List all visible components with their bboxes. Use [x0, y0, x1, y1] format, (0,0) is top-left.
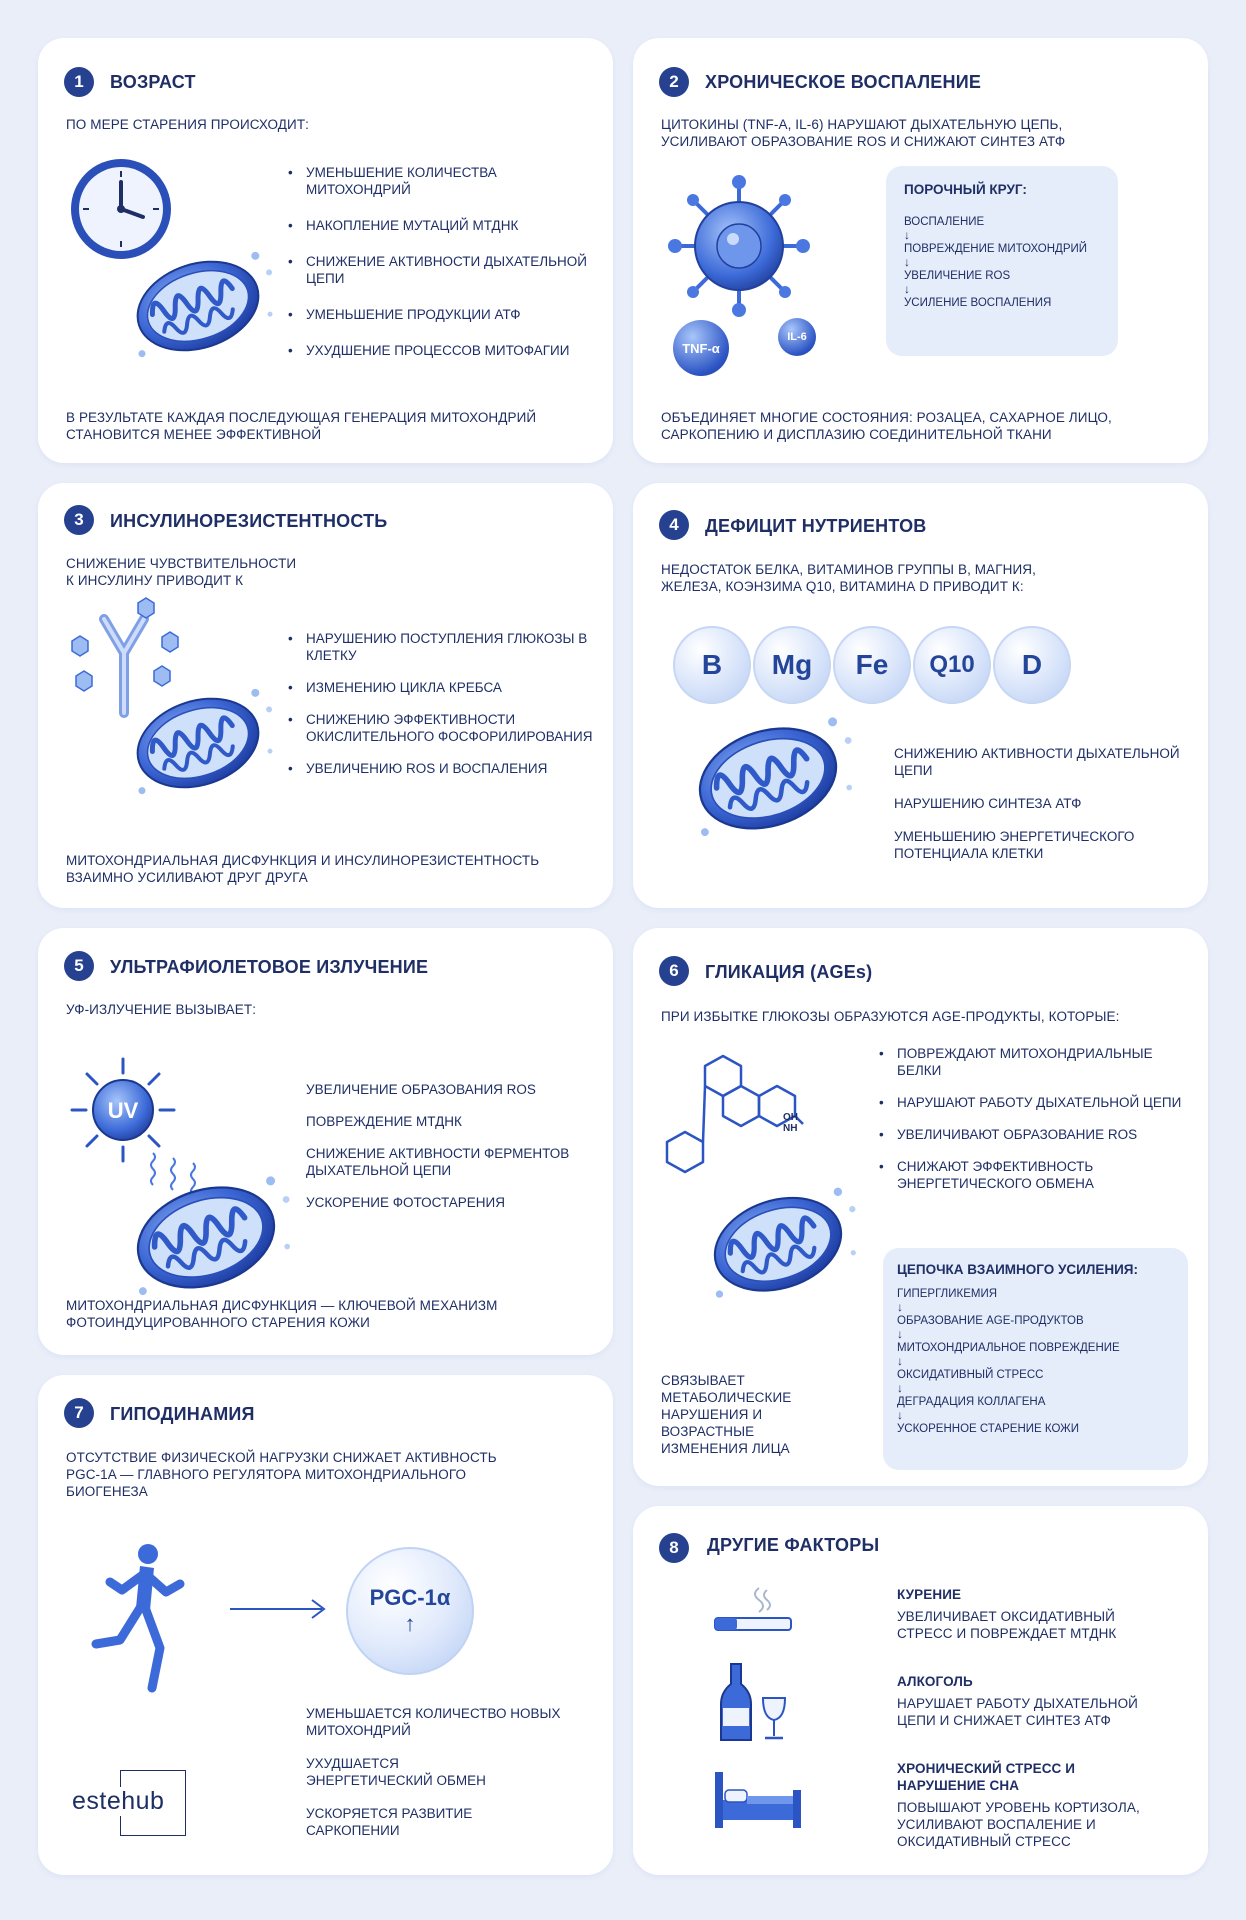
card-title: ДЕФИЦИТ НУТРИЕНТОВ — [705, 516, 927, 536]
factor-name: КУРЕНИЕ — [897, 1587, 962, 1602]
list-item: • СНИЖЕНИЮ ЭФФЕКТИВНОСТИ ОКИСЛИТЕЛЬНОГО ФОСФОРИЛИРОВАНИЯ — [306, 711, 596, 745]
list-item: • НАРУШЕНИЮ ПОСТУПЛЕНИЯ ГЛЮКОЗЫ В КЛЕТКУ — [306, 630, 596, 664]
card-number: 6 — [659, 956, 689, 986]
list-item: УМЕНЬШАЕТСЯ КОЛИЧЕСТВО НОВЫХ МИТОХОНДРИЙ — [306, 1706, 561, 1738]
mitochondrion-icon — [703, 1192, 853, 1307]
card-outro: СВЯЗЫВАЕТ МЕТАБОЛИЧЕСКИЕ НАРУШЕНИЯ И ВОЗРАСТНЫЕ ИЗМЕНЕНИЯ ЛИЦА — [661, 1373, 792, 1456]
list-item: • НАКОПЛЕНИЕ МУТАЦИЙ МТДНК — [306, 217, 596, 234]
chain-step: ДЕГРАДАЦИЯ КОЛЛАГЕНА — [897, 1396, 1046, 1408]
list-item: СНИЖЕНИЕ АКТИВНОСТИ ФЕРМЕНТОВ ДЫХАТЕЛЬНОЙ ЦЕПИ — [306, 1146, 570, 1178]
list-item: • ПОВРЕЖДАЮТ МИТОХОНДРИАЛЬНЫЕ БЕЛКИ — [897, 1045, 1187, 1079]
card-other-factors — [633, 1506, 1208, 1875]
tnf-alpha-label: TNF-α — [682, 340, 720, 356]
chain-step: ГИПЕРГЛИКЕМИЯ — [897, 1288, 998, 1300]
card-outro: МИТОХОНДРИАЛЬНАЯ ДИСФУНКЦИЯ И ИНСУЛИНОРЕЗИСТЕНТНОСТЬ ВЗАИМНО УСИЛИВАЮТ ДРУГ ДРУГА — [66, 853, 540, 885]
molecule-label: OH NH — [783, 1112, 798, 1134]
card-title: ГИПОДИНАМИЯ — [110, 1404, 255, 1424]
uv-list — [306, 1081, 596, 1211]
card-outro: ОБЪЕДИНЯЕТ МНОГИЕ СОСТОЯНИЯ: РОЗАЦЕА, САХАРНОЕ ЛИЦО, САРКОПЕНИЮ И ДИСПЛАЗИЮ СОЕДИНИТЕЛЬНОЙ ТКАНИ — [661, 410, 1112, 442]
factor-desc: УВЕЛИЧИВАЕТ ОКСИДАТИВНЫЙ СТРЕСС И ПОВРЕЖДАЕТ МТДНК — [897, 1609, 1117, 1641]
card-number: 4 — [659, 510, 689, 540]
down-arrow-icon: ↓ — [897, 1354, 903, 1368]
card-title: ХРОНИЧЕСКОЕ ВОСПАЛЕНИЕ — [705, 72, 982, 92]
list-item: • УМЕНЬШЕНИЕ КОЛИЧЕСТВА МИТОХОНДРИЙ — [306, 164, 596, 198]
amplification-chain-panel — [883, 1248, 1188, 1470]
down-arrow-icon: ↓ — [904, 255, 910, 269]
chain-step: ОБРАЗОВАНИЕ AGE-ПРОДУКТОВ — [897, 1315, 1084, 1327]
insulin-list — [306, 630, 596, 777]
card-intro: ПО МЕРЕ СТАРЕНИЯ ПРОИСХОДИТ: — [66, 117, 310, 132]
nutrient-chip-d: D — [993, 626, 1071, 704]
list-item: • УМЕНЬШЕНИЕ ПРОДУКЦИИ АТФ — [306, 306, 596, 323]
factor-desc: ПОВЫШАЮТ УРОВЕНЬ КОРТИЗОЛА, УСИЛИВАЮТ ВОСПАЛЕНИЕ И ОКСИДАТИВНЫЙ СТРЕСС — [897, 1800, 1140, 1849]
pgc1a-bubble — [346, 1547, 474, 1675]
chain-step: МИТОХОНДРИАЛЬНОЕ ПОВРЕЖДЕНИЕ — [897, 1342, 1120, 1354]
list-item: УСКОРЕНИЕ ФОТОСТАРЕНИЯ — [306, 1195, 505, 1210]
down-arrow-icon: ↓ — [897, 1327, 903, 1341]
card-glycation — [633, 928, 1208, 1486]
list-item: • ИЗМЕНЕНИЮ ЦИКЛА КРЕБСА — [306, 679, 596, 696]
card-number: 7 — [64, 1398, 94, 1428]
card-inflammation — [633, 38, 1208, 463]
card-insulin — [38, 483, 613, 908]
mitochondrion-icon — [126, 1180, 286, 1300]
list-item: • УВЕЛИЧЕНИЮ ROS И ВОСПАЛЕНИЯ — [306, 760, 596, 777]
down-arrow-icon: ↓ — [904, 228, 910, 242]
mitochondrion-icon — [688, 721, 848, 841]
card-number: 1 — [64, 67, 94, 97]
chain-step: ОКСИДАТИВНЫЙ СТРЕСС — [897, 1369, 1044, 1381]
estehub-logo: estehub — [72, 1787, 165, 1815]
tnf-alpha-icon — [673, 320, 729, 376]
nutrient-chip-fe: Fe — [833, 626, 911, 704]
list-item: НАРУШЕНИЮ СИНТЕЗА АТФ — [894, 796, 1082, 811]
card-title: ДРУГИЕ ФАКТОРЫ — [707, 1535, 880, 1555]
mitochondrion-icon — [128, 693, 268, 803]
down-arrow-icon: ↓ — [897, 1408, 903, 1422]
list-item: ПОВРЕЖДЕНИЕ МТДНК — [306, 1114, 462, 1129]
nutrients-list — [894, 745, 1184, 862]
right-arrow-icon — [228, 1597, 328, 1621]
list-item: • СНИЖЕНИЕ АКТИВНОСТИ ДЫХАТЕЛЬНОЙ ЦЕПИ — [306, 253, 596, 287]
card-intro: ПРИ ИЗБЫТКЕ ГЛЮКОЗЫ ОБРАЗУЮТСЯ AGE-ПРОДУКТЫ, КОТОРЫЕ: — [661, 1009, 1120, 1024]
glycation-list — [897, 1045, 1187, 1192]
list-item: • СНИЖАЮТ ЭФФЕКТИВНОСТЬ ЭНЕРГЕТИЧЕСКОГО ОБМЕНА — [897, 1158, 1187, 1192]
age-list — [306, 164, 596, 359]
list-item: УХУДШАЕТСЯ ЭНЕРГЕТИЧЕСКИЙ ОБМЕН — [306, 1756, 486, 1788]
panel-title: ПОРОЧНЫЙ КРУГ: — [904, 182, 1027, 197]
card-number: 8 — [659, 1533, 689, 1563]
down-arrow-icon: ↓ — [904, 282, 910, 296]
vicious-circle-panel — [886, 166, 1118, 356]
cigarette-icon — [713, 1586, 793, 1636]
list-item: УСКОРЯЕТСЯ РАЗВИТИЕ САРКОПЕНИИ — [306, 1806, 473, 1838]
factor-desc: НАРУШАЕТ РАБОТУ ДЫХАТЕЛЬНОЙ ЦЕПИ И СНИЖАЕТ СИНТЕЗ АТФ — [897, 1696, 1138, 1728]
cycle-step: УСИЛЕНИЕ ВОСПАЛЕНИЯ — [904, 297, 1052, 309]
clock-icon — [66, 154, 176, 264]
card-title: УЛЬТРАФИОЛЕТОВОЕ ИЗЛУЧЕНИЕ — [110, 957, 429, 977]
card-intro: ЦИТОКИНЫ (TNF-A, IL-6) НАРУШАЮТ ДЫХАТЕЛЬНУЮ ЦЕПЬ, УСИЛИВАЮТ ОБРАЗОВАНИЕ ROS И СНИЖАЮТ СИНТЕЗ АТФ — [661, 117, 1066, 149]
card-number: 5 — [64, 951, 94, 981]
factor-name: АЛКОГОЛЬ — [897, 1674, 973, 1689]
list-item: • НАРУШАЮТ РАБОТУ ДЫХАТЕЛЬНОЙ ЦЕПИ — [897, 1094, 1187, 1111]
card-title: ГЛИКАЦИЯ (AGEs) — [705, 962, 873, 982]
molecule-icon — [663, 1046, 813, 1176]
card-intro: СНИЖЕНИЕ ЧУВСТВИТЕЛЬНОСТИ К ИНСУЛИНУ ПРИВОДИТ К — [66, 556, 297, 588]
list-item: СНИЖЕНИЮ АКТИВНОСТИ ДЫХАТЕЛЬНОЙ ЦЕПИ — [894, 746, 1180, 778]
card-nutrients — [633, 483, 1208, 908]
list-item: УМЕНЬШЕНИЮ ЭНЕРГЕТИЧЕСКОГО ПОТЕНЦИАЛА КЛЕТКИ — [894, 829, 1135, 861]
chain-step: УСКОРЕННОЕ СТАРЕНИЕ КОЖИ — [897, 1423, 1080, 1435]
pgc1a-label: PGC-1α — [369, 1585, 451, 1610]
list-item: • УХУДШЕНИЕ ПРОЦЕССОВ МИТОФАГИИ — [306, 342, 596, 359]
card-number: 2 — [659, 67, 689, 97]
up-arrow-icon: ↑ — [404, 1611, 416, 1636]
card-number: 3 — [64, 505, 94, 535]
mitochondrion-icon — [128, 256, 268, 366]
nutrient-chip-b: B — [673, 626, 751, 704]
list-item: • УВЕЛИЧИВАЮТ ОБРАЗОВАНИЕ ROS — [897, 1126, 1187, 1143]
bed-icon — [713, 1768, 803, 1832]
uv-label: UV — [107, 1098, 139, 1123]
card-title: ИНСУЛИНОРЕЗИСТЕНТНОСТЬ — [110, 511, 388, 531]
il6-label: IL-6 — [787, 331, 807, 343]
down-arrow-icon: ↓ — [897, 1300, 903, 1314]
card-title: ВОЗРАСТ — [110, 72, 196, 92]
hypodynamia-list — [306, 1705, 596, 1839]
wine-bottle-icon — [713, 1662, 793, 1744]
card-outro: МИТОХОНДРИАЛЬНАЯ ДИСФУНКЦИЯ — КЛЮЧЕВОЙ МЕХАНИЗМ ФОТОИНДУЦИРОВАННОГО СТАРЕНИЯ КОЖИ — [66, 1298, 498, 1330]
nutrient-chip-q10: Q10 — [913, 626, 991, 704]
virus-icon — [669, 176, 809, 316]
card-hypodynamia — [38, 1375, 613, 1875]
runner-icon — [82, 1540, 192, 1700]
panel-title: ЦЕПОЧКА ВЗАИМНОГО УСИЛЕНИЯ: — [897, 1262, 1138, 1277]
cycle-step: УВЕЛИЧЕНИЕ ROS — [904, 270, 1011, 282]
down-arrow-icon: ↓ — [897, 1381, 903, 1395]
card-outro: В РЕЗУЛЬТАТЕ КАЖДАЯ ПОСЛЕДУЮЩАЯ ГЕНЕРАЦИЯ МИТОХОНДРИЙ СТАНОВИТСЯ МЕНЕЕ ЭФФЕКТИВНОЙ — [66, 410, 537, 442]
card-intro: ОТСУТСТВИЕ ФИЗИЧЕСКОЙ НАГРУЗКИ СНИЖАЕТ АКТИВНОСТЬ PGC-1A — ГЛАВНОГО РЕГУЛЯТОРА МИТОХОНДРИАЛЬНОГО БИОГЕНЕЗА — [66, 1450, 497, 1499]
card-uv — [38, 928, 613, 1355]
list-item: УВЕЛИЧЕНИЕ ОБРАЗОВАНИЯ ROS — [306, 1082, 536, 1097]
factor-name: ХРОНИЧЕСКИЙ СТРЕСС И НАРУШЕНИЕ СНА — [897, 1761, 1076, 1793]
card-intro: НЕДОСТАТОК БЕЛКА, ВИТАМИНОВ ГРУППЫ B, МАГНИЯ, ЖЕЛЕЗА, КОЭНЗИМА Q10, ВИТАМИНА D ПРИВОДИТ К: — [661, 562, 1036, 594]
card-age — [38, 38, 613, 463]
cycle-step: ВОСПАЛЕНИЕ — [904, 216, 985, 228]
cycle-step: ПОВРЕЖДЕНИЕ МИТОХОНДРИЙ — [904, 243, 1088, 255]
card-intro: УФ-ИЗЛУЧЕНИЕ ВЫЗЫВАЕТ: — [66, 1002, 257, 1017]
il6-icon — [778, 318, 816, 356]
nutrient-chip-mg: Mg — [753, 626, 831, 704]
